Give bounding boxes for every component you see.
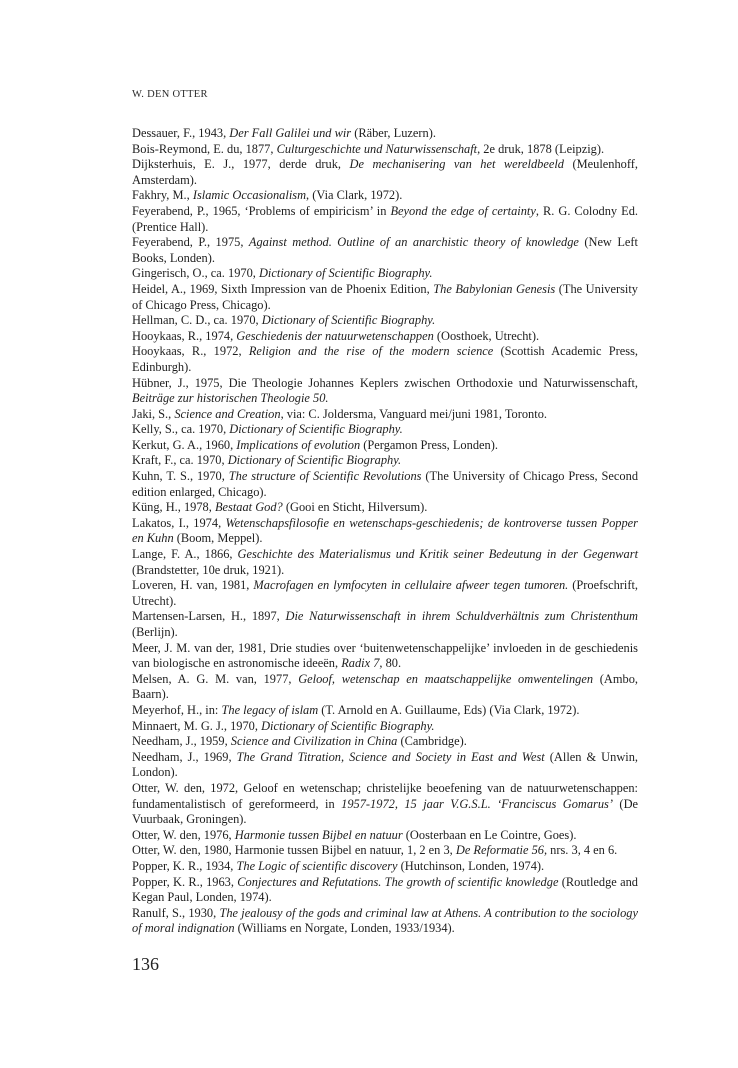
reference-entry xyxy=(132,188,638,204)
reference-entry xyxy=(132,843,638,859)
reference-entry xyxy=(132,204,638,235)
reference-text: Fakhry, M., xyxy=(132,188,193,203)
reference-title: Beyond the edge of certainty xyxy=(390,203,536,218)
reference-text: Minnaert, M. G. J., 1970, xyxy=(132,718,262,733)
reference-text: Hooykaas, R., 1974, xyxy=(132,328,237,343)
reference-title: Culturgeschichte und Naturwissenschaft xyxy=(276,141,478,156)
reference-entry xyxy=(132,547,638,578)
reference-details: (Meulenhoff, Amsterdam). xyxy=(132,157,638,187)
reference-entry xyxy=(132,516,638,547)
reference-title: Islamic Occasionalism xyxy=(192,188,307,203)
reference-details: (Oosthoek, Utrecht). xyxy=(433,328,540,343)
reference-text: Lange, F. A., 1866, xyxy=(132,547,238,562)
reference-details: (Cambridge). xyxy=(397,734,467,749)
reference-title: Dictionary of Scientific Biography. xyxy=(258,266,433,281)
reference-title: Religion and the rise of the modern science xyxy=(248,344,494,359)
reference-title: Geschichte des Materialismus und Kritik seiner Bedeutung in der Gegenwart xyxy=(237,547,639,562)
reference-title: Dictionary of Scientific Biography. xyxy=(229,422,403,437)
reference-text: Loveren, H. van, 1981, xyxy=(132,578,254,593)
reference-entry xyxy=(132,422,638,438)
reference-title: Implications of evolution xyxy=(236,437,361,452)
reference-details: (Hutchinson, Londen, 1974). xyxy=(397,858,545,873)
reference-text: Dijksterhuis, E. J., 1977, derde druk, xyxy=(132,157,350,172)
reference-entry xyxy=(132,703,638,719)
reference-details: (New Left Books, Londen). xyxy=(132,235,638,265)
reference-details: , (Via Clark, 1972). xyxy=(306,188,403,203)
reference-details: (Scottish Academic Press, Edinburgh). xyxy=(132,344,638,374)
page-number: 136 xyxy=(132,954,159,974)
reference-entry xyxy=(132,282,638,313)
reference-details: (Pergamon Press, Londen). xyxy=(360,437,498,452)
reference-title: De Reformatie 56, xyxy=(455,843,548,858)
reference-details: (Oosterbaan en Le Cointre, Goes). xyxy=(402,827,577,842)
reference-details: 80. xyxy=(382,656,402,671)
reference-title: The legacy of islam xyxy=(221,702,319,717)
reference-list xyxy=(132,126,638,937)
reference-entry xyxy=(132,376,638,407)
reference-entry xyxy=(132,906,638,937)
reference-details: , via: C. Joldersma, Vanguard mei/juni 1981, Toronto. xyxy=(280,406,547,421)
reference-details: (Boom, Meppel). xyxy=(173,531,263,546)
reference-title: The Babylonian Genesis xyxy=(433,281,556,296)
reference-title: The Logic of scientific discovery xyxy=(236,858,398,873)
reference-details: (The University of Chicago Press, Second edition enlarged, Chicago). xyxy=(132,469,639,499)
reference-text: Hooykaas, R., 1972, xyxy=(132,344,249,359)
reference-text: Otter, W. den, 1972, Geloof en wetenschap; christelijke beoefening van de natuurwetenschappen: fundamentalistisch of gereformeerd, in xyxy=(132,780,638,811)
reference-details: (Routledge and Kegan Paul, Londen, 1974). xyxy=(132,874,638,905)
reference-text: Otter, W. den, 1980, Harmonie tussen Bijbel en natuur, 1, 2 en 3, xyxy=(132,843,456,858)
reference-entry xyxy=(132,781,638,828)
reference-title: Dictionary of Scientific Biography. xyxy=(261,313,436,328)
reference-details: , R. G. Colodny Ed. (Prentice Hall). xyxy=(132,203,638,234)
reference-entry xyxy=(132,500,638,516)
reference-entry xyxy=(132,875,638,906)
reference-title: De mechanisering van het wereldbeeld xyxy=(349,157,565,172)
reference-title: The jealousy of the gods and criminal law at Athens. A contribution to the sociology of moral indignation xyxy=(132,905,638,936)
reference-title: Science and Civilization in China xyxy=(230,734,398,749)
reference-title: Science and Creation xyxy=(174,406,281,421)
reference-entry xyxy=(132,329,638,345)
reference-entry xyxy=(132,453,638,469)
reference-entry xyxy=(132,469,638,500)
reference-entry xyxy=(132,828,638,844)
reference-text: Kerkut, G. A., 1960, xyxy=(132,437,237,452)
reference-title: Bestaat God? xyxy=(214,500,283,515)
reference-text: Needham, J., 1969, xyxy=(132,749,237,764)
reference-entry xyxy=(132,578,638,609)
reference-entry xyxy=(132,126,638,142)
reference-entry xyxy=(132,672,638,703)
reference-entry xyxy=(132,344,638,375)
reference-details: (Williams en Norgate, Londen, 1933/1934). xyxy=(234,921,455,936)
reference-title: Dictionary of Scientific Biography. xyxy=(227,453,402,468)
reference-text: Küng, H., 1978, xyxy=(132,500,215,515)
reference-entry xyxy=(132,235,638,266)
reference-details: nrs. 3, 4 en 6. xyxy=(547,843,618,858)
reference-title: Die Naturwissenschaft in ihrem Schuldverhältnis zum Christenthum xyxy=(285,609,638,624)
reference-text: Kelly, S., ca. 1970, xyxy=(132,422,230,437)
reference-title: Radix 7, xyxy=(341,656,383,671)
reference-text: Lakatos, I., 1974, xyxy=(132,515,226,530)
reference-details: (Räber, Luzern). xyxy=(351,126,436,140)
reference-text: Otter, W. den, 1976, xyxy=(132,827,235,842)
reference-entry xyxy=(132,859,638,875)
reference-text: Needham, J., 1959, xyxy=(132,734,231,749)
reference-details: (Proefschrift, Utrecht). xyxy=(132,578,638,608)
reference-entry xyxy=(132,157,638,188)
reference-text: Feyerabend, P., 1975, xyxy=(132,235,249,250)
reference-text: Heidel, A., 1969, Sixth Impression van de Phoenix Edition, xyxy=(132,281,434,296)
reference-details: (The University of Chicago Press, Chicago). xyxy=(132,281,638,312)
reference-title: Der Fall Galilei und wir xyxy=(229,126,352,140)
running-head: W. DEN OTTER xyxy=(132,89,208,100)
reference-details: (T. Arnold en A. Guillaume, Eds) (Via Clark, 1972). xyxy=(318,702,580,717)
reference-text: Meer, J. M. van der, 1981, Drie studies over ‘buitenwetenschappelijke’ invloeden in de geschiedenis van biologische en astronomische ideeën, xyxy=(132,640,638,671)
reference-text: Hellman, C. D., ca. 1970, xyxy=(132,313,262,328)
reference-title: Against method. Outline of an anarchistic theory of knowledge xyxy=(248,235,579,250)
reference-title: Dictionary of Scientific Biography. xyxy=(261,718,435,733)
reference-title: Harmonie tussen Bijbel en natuur xyxy=(234,827,403,842)
reference-entry xyxy=(132,641,638,672)
reference-title: Macrofagen en lymfocyten in cellulaire afweer tegen tumoren. xyxy=(253,578,569,593)
reference-text: Meyerhof, H., in: xyxy=(132,702,222,717)
reference-text: Popper, K. R., 1934, xyxy=(132,858,237,873)
reference-title: Wetenschapsfilosofie en wetenschaps-geschiedenis; de kontroverse tussen Popper en Kuhn xyxy=(132,515,638,546)
reference-details: (Brandstetter, 10e druk, 1921). xyxy=(132,562,285,577)
reference-details: (Ambo, Baarn). xyxy=(132,671,638,702)
reference-title: Conjectures and Refutations. The growth of scientific knowledge xyxy=(237,874,559,889)
reference-details: (De Vuurbaak, Groningen). xyxy=(132,796,639,827)
reference-entry xyxy=(132,609,638,640)
reference-text: Ranulf, S., 1930, xyxy=(132,905,220,920)
reference-entry xyxy=(132,407,638,423)
reference-title: 1957-1972, 15 jaar V.G.S.L. ‘Franciscus Gomarus’ xyxy=(341,796,613,811)
reference-text: Kraft, F., ca. 1970, xyxy=(132,453,228,468)
reference-text: Feyerabend, P., 1965, ‘Problems of empiricism’ in xyxy=(132,203,391,218)
reference-entry xyxy=(132,719,638,735)
reference-text: Jaki, S., xyxy=(132,406,175,421)
reference-title: Geloof, wetenschap en maatschappelijke omwentelingen xyxy=(298,671,594,686)
reference-entry xyxy=(132,750,638,781)
reference-text: Bois-Reymond, E. du, 1877, xyxy=(132,141,277,156)
reference-text: Melsen, A. G. M. van, 1977, xyxy=(132,671,299,686)
reference-entry xyxy=(132,266,638,282)
reference-title: Beiträge zur historischen Theologie 50. xyxy=(132,391,329,406)
reference-details: (Gooi en Sticht, Hilversum). xyxy=(282,500,428,515)
reference-title: The structure of Scientific Revolutions xyxy=(228,469,422,484)
reference-text: Martensen-Larsen, H., 1897, xyxy=(132,609,286,624)
reference-details: , 2e druk, 1878 (Leipzig). xyxy=(477,141,605,156)
reference-text: Gingerisch, O., ca. 1970, xyxy=(132,266,259,281)
reference-details: (Allen & Unwin, London). xyxy=(132,749,638,780)
reference-title: The Grand Titration, Science and Society in East and West xyxy=(236,749,545,764)
reference-entry xyxy=(132,734,638,750)
reference-text: Hübner, J., 1975, Die Theologie Johannes Keplers zwischen Orthodoxie und Naturwissenschaft, xyxy=(132,375,638,390)
reference-text: Dessauer, F., 1943, xyxy=(132,126,230,140)
reference-entry xyxy=(132,438,638,454)
reference-text: Kuhn, T. S., 1970, xyxy=(132,469,229,484)
reference-entry xyxy=(132,142,638,158)
reference-details: (Berlijn). xyxy=(132,625,178,639)
reference-title: Geschiedenis der natuurwetenschappen xyxy=(236,328,434,343)
reference-entry xyxy=(132,313,638,329)
reference-text: Popper, K. R., 1963, xyxy=(132,874,238,889)
